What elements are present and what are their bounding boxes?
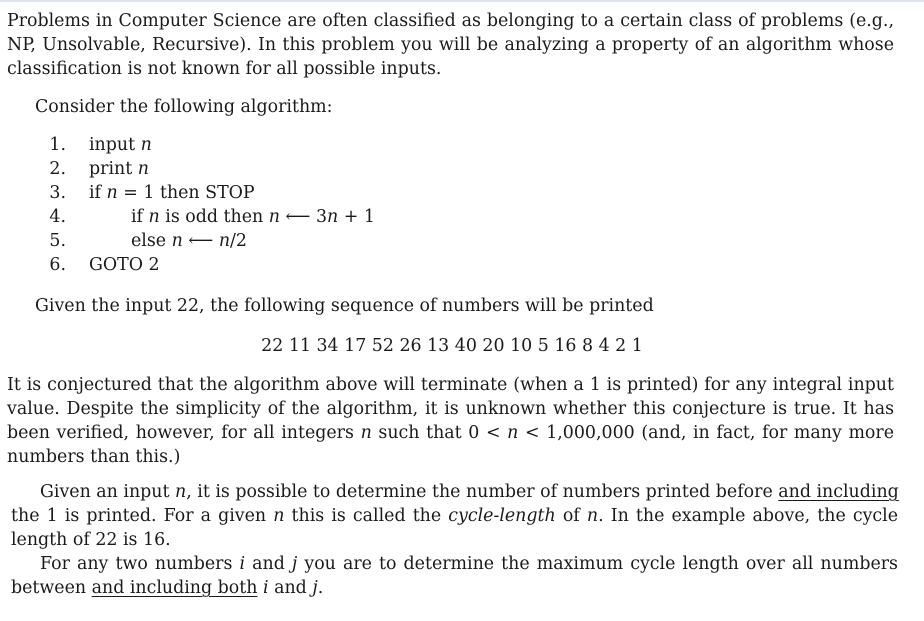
cycle-line-1: Given an input n, it is possible to determine the number of numbers printed before and including bbox=[40, 482, 899, 502]
step-text: if n = 1 then STOP bbox=[89, 183, 255, 203]
given-sentence: Given the input 22, the following sequence of numbers will be printed bbox=[35, 296, 654, 316]
consider-heading: Consider the following algorithm: bbox=[35, 97, 333, 117]
step-text: if n is odd then n ⟵ 3n + 1 bbox=[131, 207, 375, 227]
step-number: 3. bbox=[49, 183, 66, 203]
task-line-1: For any two numbers i and j you are to determine the maximum cycle length over all numbers bbox=[40, 554, 898, 574]
cycle-line-3: length of 22 is 16. bbox=[11, 530, 171, 550]
step-number: 2. bbox=[49, 159, 66, 179]
step-text: print n bbox=[89, 159, 149, 179]
step-number: 4. bbox=[49, 207, 66, 227]
step-text: else n ⟵ n/2 bbox=[131, 231, 247, 251]
number-sequence: 22 11 34 17 52 26 13 40 20 10 5 16 8 4 2 1 bbox=[261, 336, 643, 356]
intro-line-3: classification is not known for all possible inputs. bbox=[7, 59, 442, 79]
step-text: input n bbox=[89, 135, 152, 155]
step-number: 5. bbox=[49, 231, 66, 251]
underlined-phrase: and including bbox=[778, 482, 899, 502]
cycle-line-2: the 1 is printed. For a given n this is called the cycle-length of n. In the example above, the cycle bbox=[11, 506, 898, 526]
step-number: 1. bbox=[49, 135, 66, 155]
conjecture-line-1: It is conjectured that the algorithm above will terminate (when a 1 is printed) for any integral input bbox=[7, 375, 894, 395]
conjecture-line-3: been verified, however, for all integers n such that 0 < n < 1,000,000 (and, in fact, for many more bbox=[7, 423, 895, 443]
step-text: GOTO 2 bbox=[89, 255, 160, 275]
underlined-phrase: and including both bbox=[91, 578, 258, 598]
task-line-2: between and including both i and j. bbox=[11, 578, 324, 598]
step-number: 6. bbox=[49, 255, 66, 275]
intro-line-1: Problems in Computer Science are often classified as belonging to a certain class of problems (e.g., bbox=[7, 11, 894, 31]
conjecture-line-4: numbers than this.) bbox=[7, 447, 181, 467]
conjecture-line-2: value. Despite the simplicity of the algorithm, it is unknown whether this conjecture is true. It has bbox=[7, 399, 894, 419]
intro-line-2: NP, Unsolvable, Recursive). In this problem you will be analyzing a property of an algorithm whose bbox=[7, 35, 894, 55]
top-border bbox=[0, 0, 924, 2]
